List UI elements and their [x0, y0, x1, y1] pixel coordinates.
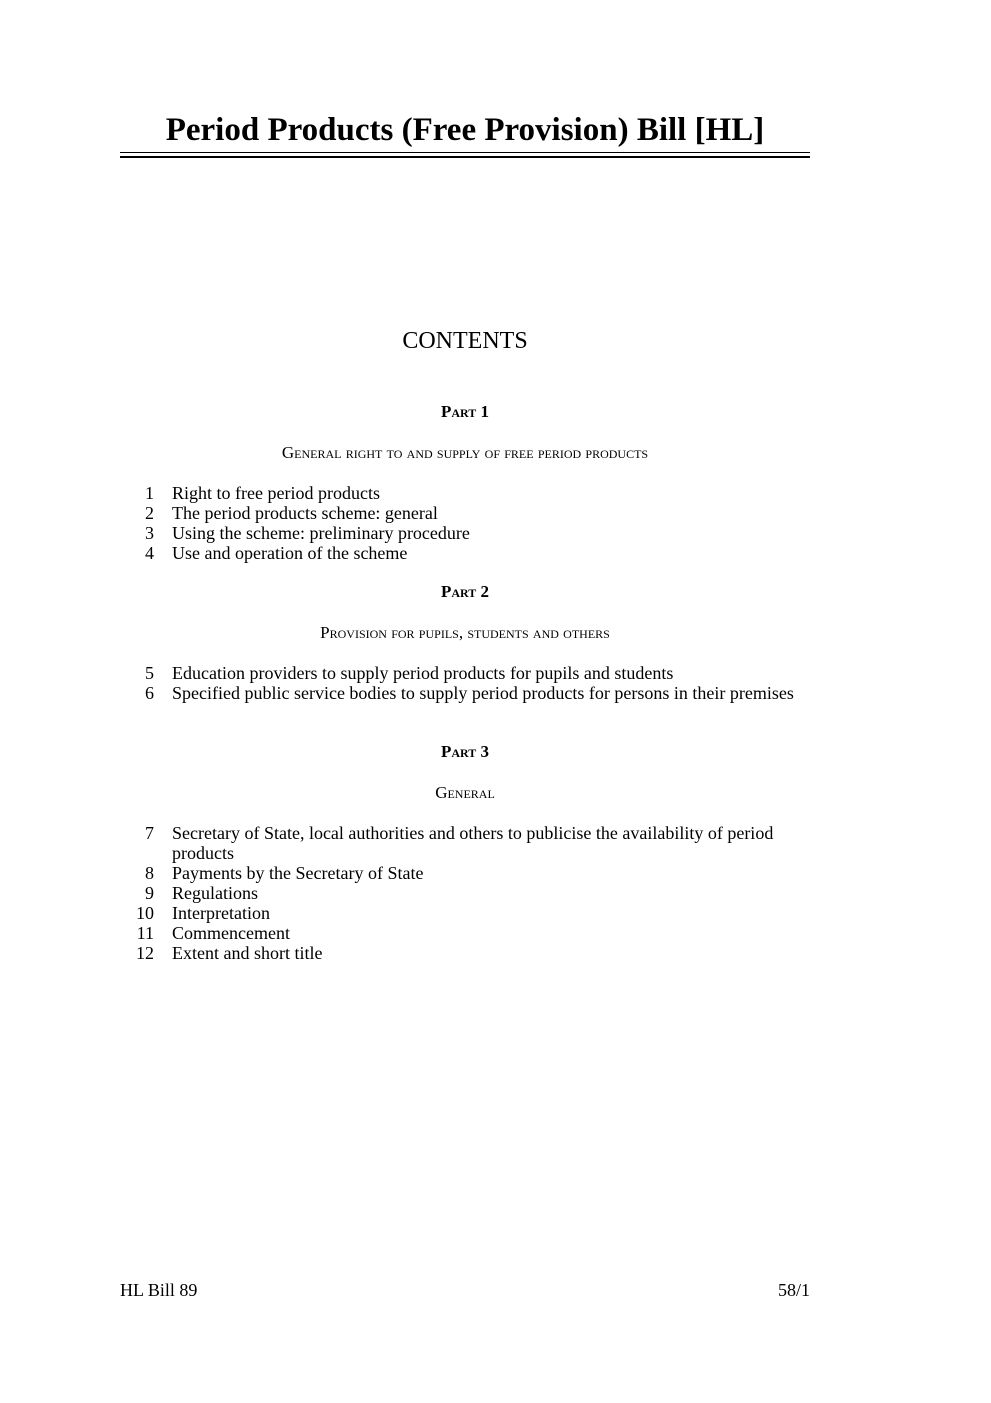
entry-number: 6: [145, 683, 154, 703]
title-rule-thin: [120, 152, 810, 153]
entry-number: 9: [145, 883, 154, 903]
contents-entry[interactable]: [120, 923, 810, 943]
entry-text: The period products scheme: general: [172, 503, 438, 523]
entry-number: 5: [145, 663, 154, 683]
part-2-entries: [120, 663, 810, 703]
entry-text: Use and operation of the scheme: [172, 543, 408, 563]
entry-number: 12: [136, 943, 154, 963]
contents-entry[interactable]: [120, 823, 810, 863]
entry-number: 1: [145, 483, 154, 503]
entry-number: 8: [145, 863, 154, 883]
entry-number: 11: [136, 923, 154, 943]
entry-text: Commencement: [172, 923, 290, 943]
contents-entry[interactable]: [120, 903, 810, 923]
footer-reference: 58/1: [777, 1280, 810, 1300]
entry-text: Using the scheme: preliminary procedure: [172, 523, 470, 543]
contents-heading: CONTENTS: [402, 328, 528, 354]
part-2-heading: Part 2: [440, 582, 490, 601]
entry-number: 2: [145, 503, 154, 523]
entry-text: Extent and short title: [172, 943, 323, 963]
entry-text: Right to free period products: [172, 483, 380, 503]
footer-bill-number: HL Bill 89: [120, 1280, 198, 1300]
contents-entry[interactable]: [120, 483, 810, 503]
contents-entry[interactable]: [120, 683, 810, 703]
entry-text: Secretary of State, local authorities and others to publicise the availability of period products: [172, 823, 774, 863]
contents-entry[interactable]: [120, 663, 810, 683]
entry-text: Specified public service bodies to supply period products for persons in their premises: [172, 683, 794, 703]
entry-number: 4: [145, 543, 154, 563]
entry-number: 7: [145, 823, 154, 843]
contents-entry[interactable]: [120, 883, 810, 903]
contents-entry[interactable]: [120, 503, 810, 523]
contents-entry[interactable]: [120, 943, 810, 963]
entry-number: 3: [145, 523, 154, 543]
entry-text: Education providers to supply period products for pupils and students: [172, 663, 674, 683]
entry-text: Regulations: [172, 883, 258, 903]
title-rule-thick: [120, 156, 810, 158]
bill-title: Period Products (Free Provision) Bill [HL]: [165, 112, 765, 148]
part-3-heading: Part 3: [440, 742, 490, 761]
contents-entry[interactable]: [120, 863, 810, 883]
part-3-subheading: General: [435, 783, 495, 802]
contents-entry[interactable]: [120, 543, 810, 563]
part-1-heading: Part 1: [440, 402, 490, 421]
part-3-entries: [120, 823, 810, 963]
part-2-subheading: Provision for pupils, students and others: [320, 623, 610, 642]
contents-entry[interactable]: [120, 523, 810, 543]
part-1-entries: [120, 483, 810, 563]
entry-text: Interpretation: [172, 903, 270, 923]
entry-number: 10: [136, 903, 154, 923]
entry-text: Payments by the Secretary of State: [172, 863, 424, 883]
part-1-subheading: General right to and supply of free period products: [281, 443, 649, 462]
